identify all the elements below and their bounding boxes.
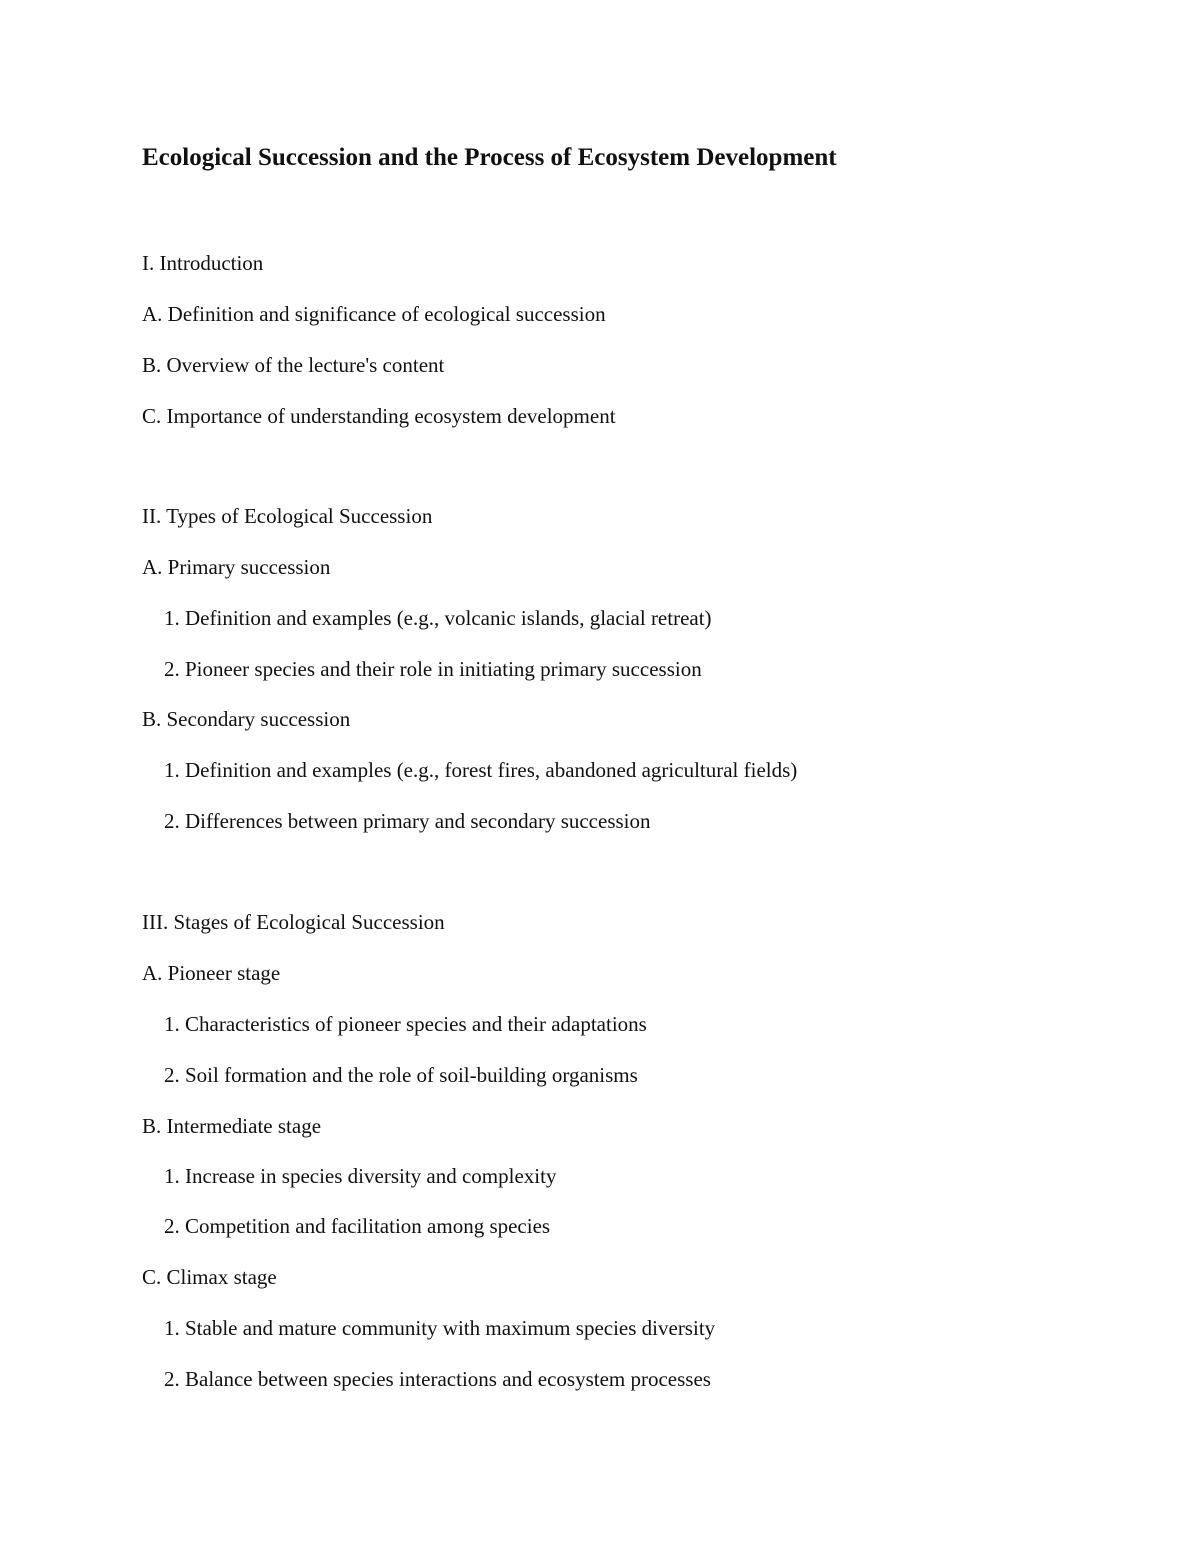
outline-subitem: 1. Stable and mature community with maximum species diversity [164, 1316, 716, 1340]
outline-item: B. Secondary succession [142, 707, 351, 731]
outline-subitem: 2. Soil formation and the role of soil-building organisms [164, 1063, 638, 1087]
outline-item: C. Climax stage [142, 1265, 277, 1289]
section-heading: I. Introduction [142, 251, 264, 275]
outline-subitem: 2. Balance between species interactions and ecosystem processes [164, 1367, 711, 1391]
outline-subitem: 1. Definition and examples (e.g., volcanic islands, glacial retreat) [164, 606, 712, 630]
outline-item: A. Definition and significance of ecological succession [142, 302, 606, 326]
outline-subitem: 1. Increase in species diversity and complexity [164, 1164, 557, 1188]
outline-item: B. Intermediate stage [142, 1114, 322, 1138]
outline-subitem: 2. Competition and facilitation among species [164, 1214, 551, 1238]
outline-subitem: 1. Definition and examples (e.g., forest fires, abandoned agricultural fields) [164, 758, 798, 782]
outline-subitem: 2. Pioneer species and their role in initiating primary succession [164, 657, 702, 681]
outline-item: C. Importance of understanding ecosystem development [142, 404, 616, 428]
outline-item: A. Pioneer stage [142, 961, 281, 985]
section-heading: III. Stages of Ecological Succession [142, 910, 445, 934]
document-title: Ecological Succession and the Process of Ecosystem Development [142, 144, 837, 171]
outline-item: A. Primary succession [142, 555, 331, 579]
outline-item: B. Overview of the lecture's content [142, 353, 445, 377]
outline-subitem: 1. Characteristics of pioneer species and their adaptations [164, 1012, 647, 1036]
outline-subitem: 2. Differences between primary and secondary succession [164, 809, 651, 833]
section-heading: II. Types of Ecological Succession [142, 504, 433, 528]
